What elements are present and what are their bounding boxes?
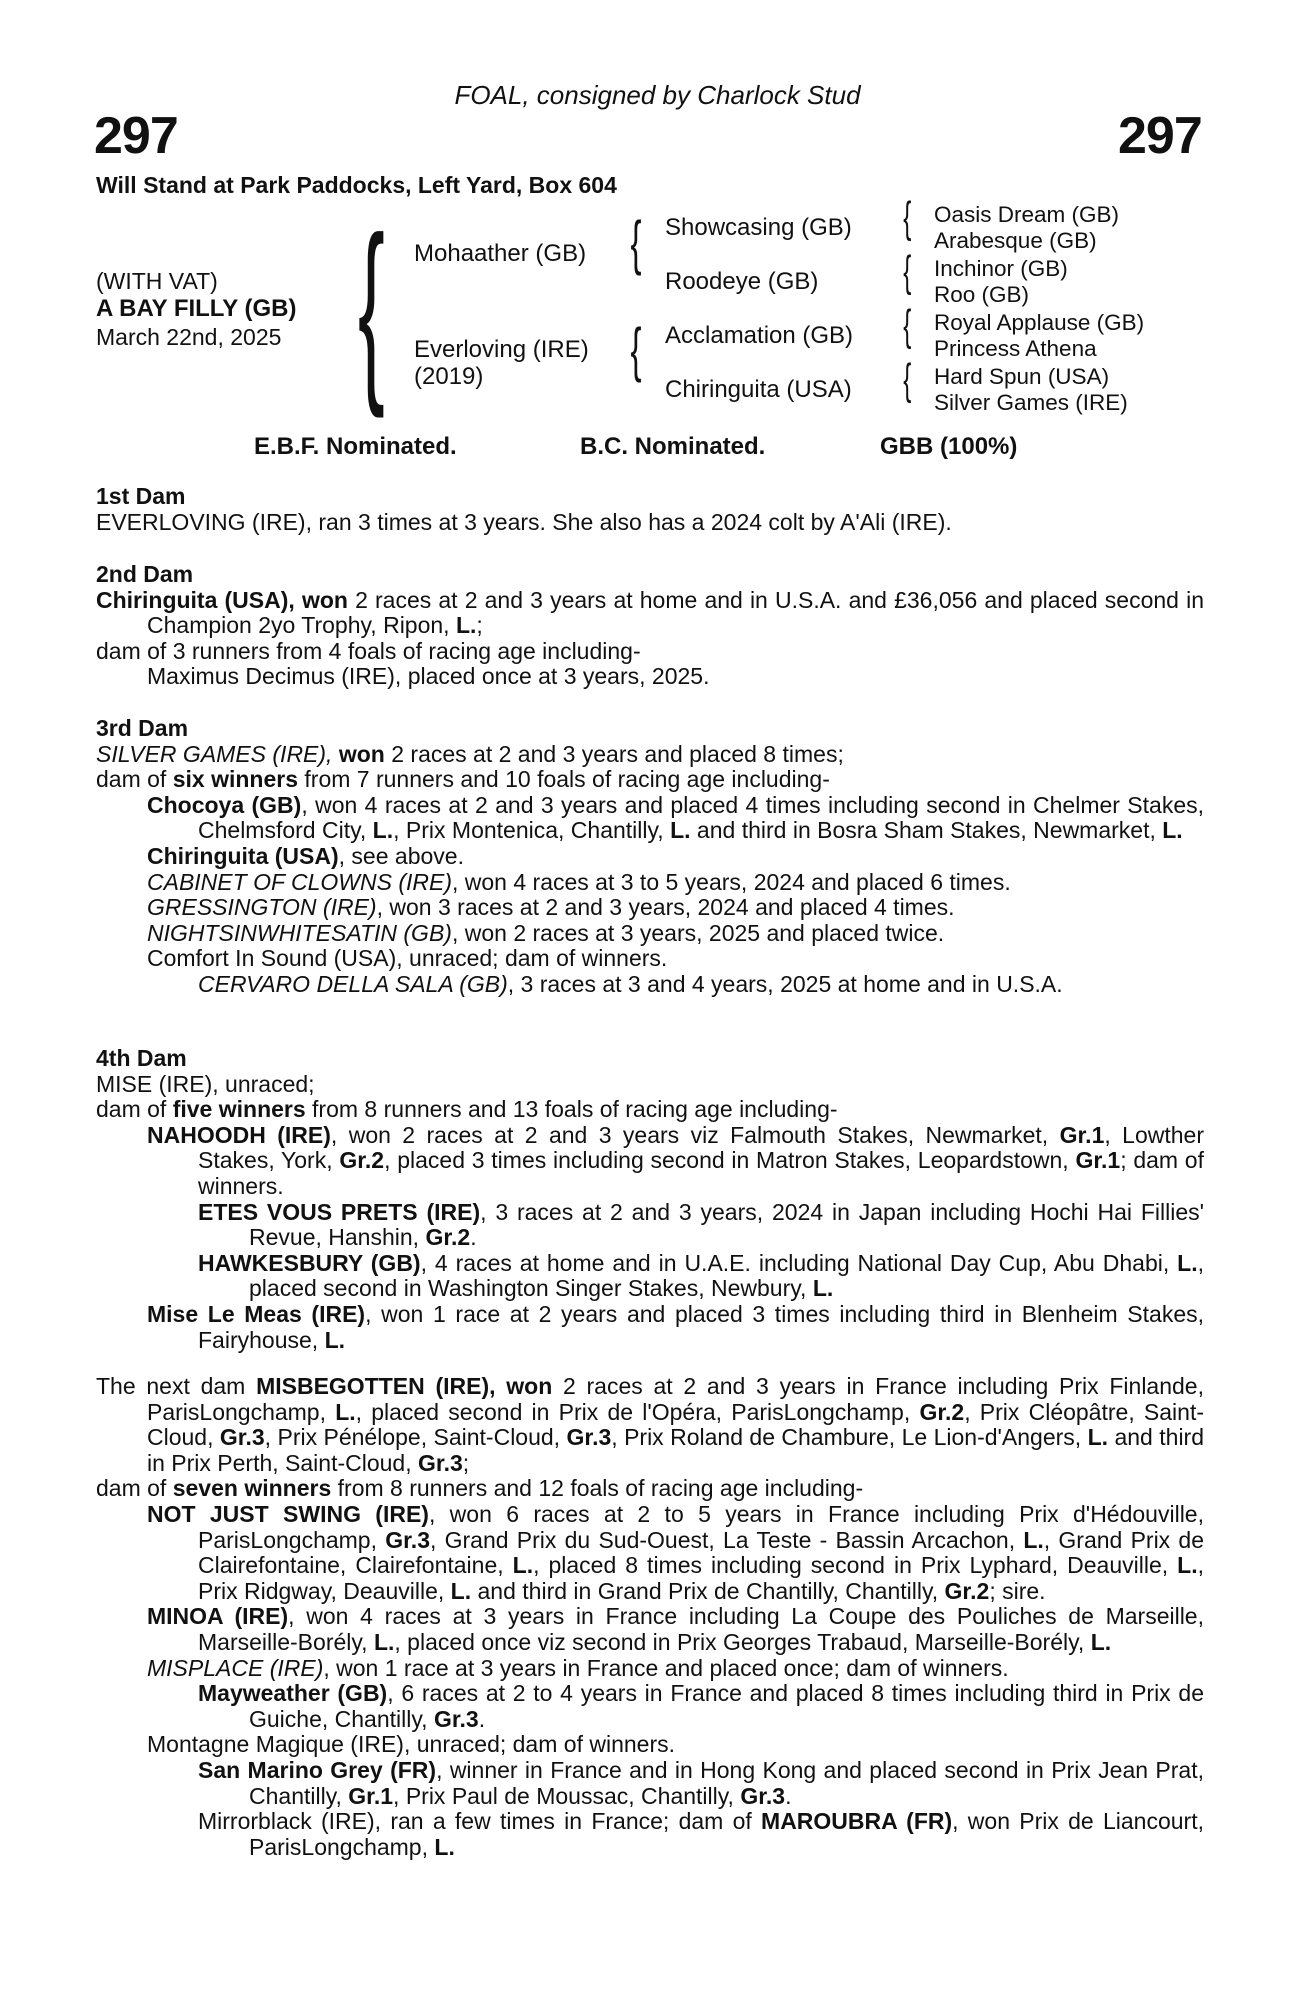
pedigree-brace-4b: { (903, 247, 912, 296)
produce-suffix: from 8 runners and 13 foals of racing age including- (305, 1096, 838, 1123)
progeny-not-just-swing (96, 1502, 1204, 1604)
group-label: Gr.1 (348, 1782, 394, 1809)
progeny-name: CABINET OF CLOWNS (IRE) (147, 868, 452, 895)
group-label: Gr.3 (219, 1424, 265, 1451)
first-dam-section (96, 484, 1204, 535)
progeny-name: CERVARO DELLA SALA (GB) (198, 970, 508, 997)
group-label: Gr.3 (566, 1424, 612, 1451)
next-dam-text: 2 races at 2 and 3 years in France including Prix Finlande, ParisLongchamp, (147, 1373, 1204, 1425)
listed-label: L. (455, 612, 477, 639)
produce-suffix: from 7 runners and 10 foals of racing age including- (298, 766, 830, 793)
progeny-cabinet (96, 870, 1204, 896)
group-label: Gr.2 (944, 1577, 990, 1604)
third-dam-produce (96, 767, 1204, 793)
progeny-text: ; sire. (989, 1577, 1046, 1604)
listed-label: L. (450, 1577, 472, 1604)
progeny-nights (96, 921, 1204, 947)
pedigree-sire: Mohaather (GB) (414, 240, 587, 267)
progeny-text: , Prix Montenica, Chantilly, (393, 817, 671, 844)
pedigree-gen4-5: Royal Applause (GB) (934, 310, 1145, 335)
first-dam-text: EVERLOVING (IRE), ran 3 times at 3 years. She also has a 2024 colt by A'Ali (IRE). (96, 508, 952, 535)
group-label: Gr.2 (425, 1224, 471, 1251)
progeny-chocoya (96, 793, 1204, 844)
pedigree-brace-main: { (358, 196, 385, 419)
progeny-text: and third in Bosra Sham Stakes, Newmarket, (690, 817, 1163, 844)
second-dam-record: Chiringuita (USA), won 2 races at 2 and 3 years at home and in U.S.A. and £36,056 and placed second in Champion 2yo Trophy, Ripon, L.; (96, 586, 1205, 639)
fourth-dam-section (96, 1046, 1204, 1353)
second-dam-section (96, 562, 1204, 690)
pedigree-gen4-3: Inchinor (GB) (934, 256, 1068, 281)
lot-number-right: 297 (1118, 107, 1202, 165)
progeny-text: Mirrorblack (IRE), ran a few times in France; dam of (198, 1808, 762, 1835)
progeny-text: , 4 races at home and in U.A.E. including National Day Cup, Abu Dhabi, (420, 1249, 1178, 1276)
pedigree-gen4-4: Roo (GB) (934, 282, 1030, 307)
progeny-minoa (96, 1604, 1204, 1655)
progeny-text: , 6 races at 2 to 4 years in France and placed 8 times including third in Prix de Guiche, Chantilly, (249, 1680, 1204, 1732)
horse-name: A BAY FILLY (GB) (96, 295, 297, 322)
progeny-text: , won 1 race at 2 years and placed 3 times including third in Blenheim Stakes, Fairyhouse, (198, 1300, 1204, 1353)
progeny-text: , 3 races at 2 and 3 years, 2024 in Japan including Hochi Hai Fillies' Revue, Hanshin, (249, 1198, 1205, 1251)
progeny-text: , placed once viz second in Prix Georges Trabaud, Marseille-Borély, (394, 1628, 1091, 1655)
stand-location: Will Stand at Park Paddocks, Left Yard, Box 604 (96, 172, 617, 198)
next-dam-text: , Prix Pénélope, Saint-Cloud, (264, 1424, 567, 1451)
group-label: Gr.1 (1075, 1147, 1121, 1174)
produce-prefix: dam of (96, 1475, 173, 1502)
progeny-name: Chocoya (GB) (147, 791, 302, 818)
group-label: Gr.2 (919, 1398, 965, 1425)
listed-label: L. (1177, 1552, 1198, 1579)
listed-label: L. (373, 1628, 395, 1655)
group-label: Gr.1 (1059, 1121, 1105, 1148)
pedigree-brace-4d: { (903, 355, 912, 404)
progeny-text: , won 2 races at 3 years, 2025 and placed twice. (451, 919, 945, 946)
progeny-hawkesbury (96, 1251, 1204, 1302)
progeny-chiringuita (96, 844, 1204, 870)
listed-label: L. (1087, 1424, 1109, 1451)
second-dam-produce: dam of 3 runners from 4 foals of racing age including- (96, 637, 641, 664)
group-label: Gr.3 (418, 1449, 463, 1476)
progeny-text: , won Prix de Liancourt, ParisLongchamp, (249, 1808, 1204, 1860)
second-dam-won: won (301, 586, 348, 613)
third-dam-won: won (338, 740, 385, 767)
progeny-text: , 3 races at 3 and 4 years, 2025 at home and in U.S.A. (507, 970, 1063, 997)
next-dam-section (96, 1374, 1204, 1860)
progeny-name: ETES VOUS PRETS (IRE) (198, 1198, 481, 1225)
progeny-text: , won 4 races at 3 years in France including La Coupe des Pouliches de Marseille, Marseille-Borély, (198, 1603, 1204, 1655)
third-dam-heading: 3rd Dam (96, 715, 189, 741)
progeny-text: , Prix Ridgway, Deauville, (198, 1552, 1204, 1604)
progeny-name: NAHOODH (IRE) (147, 1121, 331, 1148)
progeny-text: , placed 3 times including second in Matron Stakes, Leopardstown, (384, 1147, 1076, 1174)
next-dam-name: MISBEGOTTEN (IRE), won (256, 1373, 553, 1399)
winner-count: five winners (172, 1096, 306, 1123)
progeny-name: NOT JUST SWING (IRE) (147, 1500, 429, 1527)
consignment-line: FOAL, consigned by Charlock Stud (454, 80, 861, 110)
pedigree-brace-4c: { (903, 301, 912, 350)
progeny-text: , Lowther Stakes, York, (198, 1121, 1204, 1174)
progeny-name: Chiringuita (USA) (147, 842, 339, 869)
second-dam-heading: 2nd Dam (96, 561, 194, 587)
next-dam-intro: The next dam (96, 1373, 257, 1399)
pedigree-dam-sire: Acclamation (GB) (665, 322, 854, 349)
fourth-dam-heading: 4th Dam (96, 1045, 187, 1071)
fourth-dam-record: MISE (IRE), unraced; (96, 1070, 315, 1097)
group-label: Gr.3 (740, 1782, 786, 1809)
third-dam-name: SILVER GAMES (IRE), (96, 740, 333, 767)
winner-count: six winners (172, 766, 298, 793)
progeny-text: , won 4 races at 2 and 3 years and placed 4 times including second in Chelmer Stakes, Chelmsford City, (198, 791, 1204, 844)
first-dam-heading: 1st Dam (96, 483, 186, 509)
listed-label: L. (1162, 817, 1183, 844)
progeny-cervaro (96, 972, 1204, 998)
progeny-name: GRESSINGTON (IRE) (147, 894, 377, 921)
next-dam-text: , placed second in Prix de l'Opéra, ParisLongchamp, (355, 1398, 920, 1425)
progeny-montagne: Montagne Magique (IRE), unraced; dam of winners. (147, 1731, 675, 1758)
progeny-name: HAWKESBURY (GB) (198, 1249, 421, 1276)
third-dam-section (96, 716, 1204, 998)
progeny-text: , placed 8 times including second in Prix Lyphard, Deauville, (533, 1552, 1178, 1579)
second-dam-text: 2 races at 2 and 3 years at home and in U.S.A. and £36,056 and placed second in Champion 2yo Trophy, Ripon, (147, 586, 1205, 639)
next-dam-record: The next dam MISBEGOTTEN (IRE), won 2 races at 2 and 3 years in France including Prix Finlande, ParisLongchamp, L., placed second in Prix de l'Opéra, ParisLongchamp, Gr.2, Prix Cléopâtre, Saint-Cloud, Gr.3, Prix Pénélope, Saint-Cloud, Gr.3, Prix Roland de Chambure, Le Lion-d'Angers, L. and third in Prix Perth, Saint-Cloud, Gr.3; (96, 1373, 1205, 1476)
progeny-misplace (96, 1656, 1204, 1682)
group-label: Gr.2 (339, 1147, 385, 1174)
group-label: Gr.3 (433, 1705, 479, 1732)
next-dam-text: , Prix Roland de Chambure, Le Lion-d'Angers, (611, 1424, 1088, 1451)
progeny-text: , won 1 race at 3 years in France and placed once; dam of winners. (323, 1654, 1009, 1681)
produce-prefix: dam of (96, 1096, 173, 1123)
progeny-text: , won 6 races at 2 to 5 years in France including Prix d'Hédouville, ParisLongchamp, (198, 1500, 1204, 1553)
pedigree-gen4-1: Oasis Dream (GB) (934, 202, 1120, 227)
progeny-text: , Prix Paul de Moussac, Chantilly, (393, 1782, 741, 1809)
progeny-mise-le-meas (96, 1302, 1204, 1353)
bc-nomination: B.C. Nominated. (580, 433, 766, 460)
progeny-san-marino-grey: San Marino Grey (FR), winner in France and in Hong Kong and placed second in Prix Jean Prat, Chantilly, Gr.1, Prix Paul de Moussac, Chantilly, Gr.3. (198, 1756, 1204, 1809)
listed-label: L. (335, 1398, 356, 1425)
listed-label: L. (1023, 1526, 1044, 1553)
progeny-text: , placed second in Washington Singer Stakes, Newbury, (249, 1249, 1204, 1302)
listed-label: L. (324, 1326, 346, 1353)
progeny-text: , winner in France and in Hong Kong and placed second in Prix Jean Prat, Chantilly, (249, 1756, 1204, 1809)
progeny-text: , Grand Prix de Clairefontaine, Clairefontaine, (198, 1526, 1204, 1579)
progeny-mayweather: Mayweather (GB), 6 races at 2 to 4 years in France and placed 8 times including third in Prix de Guiche, Chantilly, Gr.3. (198, 1680, 1204, 1732)
third-dam-record (96, 742, 1204, 768)
progeny-gressington (96, 895, 1204, 921)
progeny-text: , won 4 races at 3 to 5 years, 2024 and placed 6 times. (452, 868, 1011, 895)
progeny-text: ; dam of winners. (198, 1147, 1204, 1199)
pedigree-brace-sire: { (630, 209, 642, 276)
gbb-rating: GBB (100%) (880, 433, 1018, 460)
listed-label: L. (512, 1552, 534, 1579)
progeny-text: , won 3 races at 2 and 3 years, 2024 and placed 4 times. (376, 894, 955, 921)
next-dam-produce (96, 1476, 1204, 1502)
listed-label: L. (812, 1275, 834, 1302)
pedigree-dam-year: (2019) (414, 363, 484, 390)
progeny-nahoodh (96, 1123, 1204, 1200)
progeny-name: San Marino Grey (FR) (198, 1756, 437, 1783)
second-dam-progeny: Maximus Decimus (IRE), placed once at 3 years, 2025. (147, 663, 710, 690)
lot-number-left: 297 (94, 107, 178, 165)
progeny-text: , see above. (338, 842, 464, 869)
punct: ; (476, 612, 483, 639)
next-dam-text: and third in Prix Perth, Saint-Cloud, (147, 1424, 1205, 1476)
listed-label: L. (434, 1833, 455, 1860)
listed-label: L. (372, 817, 394, 844)
vat-note: (WITH VAT) (96, 268, 218, 294)
pedigree-sire-sire: Showcasing (GB) (665, 214, 852, 241)
listed-label: L. (670, 817, 691, 844)
progeny-text: , Grand Prix du Sud-Ouest, La Teste - Bassin Arcachon, (430, 1526, 1024, 1553)
winner-count: seven winners (172, 1475, 332, 1502)
next-dam-text: , Prix Cléopâtre, Saint-Cloud, (147, 1398, 1204, 1451)
produce-prefix: dam of (96, 766, 173, 793)
progeny-text: and third in Grand Prix de Chantilly, Chantilly, (471, 1577, 945, 1604)
ebf-nomination: E.B.F. Nominated. (254, 433, 457, 460)
produce-suffix: from 8 runners and 12 foals of racing age including- (331, 1475, 864, 1502)
progeny-name: Mayweather (GB) (198, 1680, 388, 1707)
pedigree-gen4-6: Princess Athena (934, 336, 1097, 361)
group-label: Gr.3 (385, 1526, 430, 1553)
progeny-mirrorblack (96, 1809, 1204, 1860)
pedigree-sire-dam: Roodeye (GB) (665, 268, 819, 295)
progeny-name: NIGHTSINWHITESATIN (GB) (147, 919, 452, 946)
second-dam-name: Chiringuita (USA) (96, 586, 289, 613)
progeny-name: MISPLACE (IRE) (147, 1654, 324, 1681)
listed-label: L. (1177, 1249, 1198, 1276)
pedigree-dam: Everloving (IRE) (414, 336, 589, 363)
pedigree-gen4-8: Silver Games (IRE) (934, 390, 1128, 415)
fourth-dam-produce (96, 1097, 1204, 1123)
pedigree-gen4-7: Hard Spun (USA) (934, 364, 1110, 389)
pedigree-brace-4a: { (903, 193, 912, 242)
progeny-name: Mise Le Meas (IRE) (147, 1300, 366, 1327)
progeny-name: MAROUBRA (FR) (761, 1808, 953, 1835)
foaling-date: March 22nd, 2025 (96, 324, 282, 350)
pedigree-dam-dam: Chiringuita (USA) (665, 376, 852, 403)
progeny-comfort: Comfort In Sound (USA), unraced; dam of winners. (147, 945, 668, 972)
third-dam-text: 2 races at 2 and 3 years and placed 8 times; (384, 740, 844, 767)
progeny-etes: ETES VOUS PRETS (IRE), 3 races at 2 and 3 years, 2024 in Japan including Hochi Hai Fillies' Revue, Hanshin, Gr.2. (198, 1198, 1205, 1251)
listed-label: L. (1090, 1628, 1112, 1655)
progeny-name: MINOA (IRE) (147, 1603, 289, 1630)
pedigree-gen4-2: Arabesque (GB) (934, 228, 1097, 253)
pedigree-brace-dam: { (630, 316, 642, 383)
progeny-text: , won 2 races at 2 and 3 years viz Falmouth Stakes, Newmarket, (330, 1121, 1060, 1148)
